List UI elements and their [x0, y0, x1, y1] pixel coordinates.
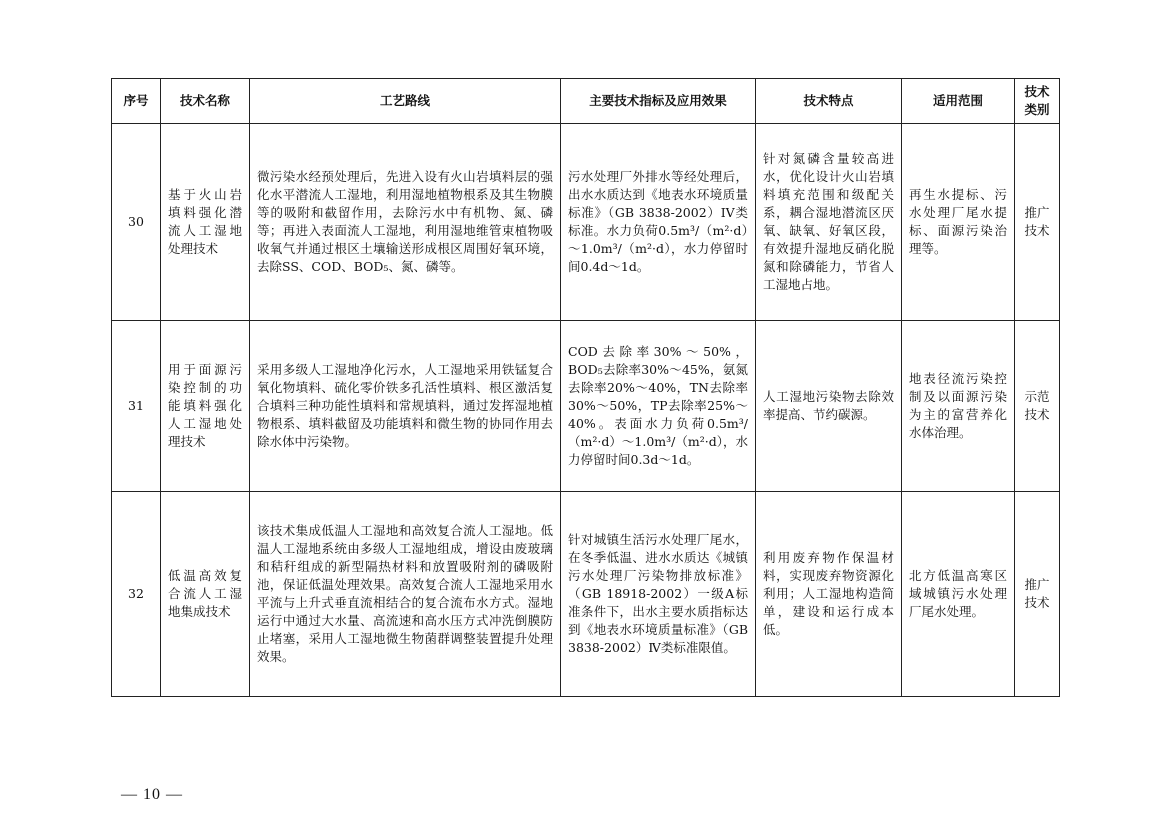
- header-scope: 适用范围: [902, 79, 1015, 124]
- row-features: 利用废弃物作保温材料，实现废弃物资源化利用；人工湿地构造简单，建设和运行成本低。: [756, 492, 902, 697]
- row-name: 用于面源污染控制的功能填料强化人工湿地处理技术: [161, 321, 250, 492]
- row-scope: 地表径流污染控制及以面源污染为主的富营养化水体治理。: [902, 321, 1015, 492]
- row-features: 针对氮磷含量较高进水，优化设计火山岩填料填充范围和级配关系，耦合湿地潜流区厌氧、缺氧、好氧区段，有效提升湿地反硝化脱氮和除磷能力，节省人工湿地占地。: [756, 124, 902, 321]
- row-category: 推广技术: [1015, 124, 1060, 321]
- table-header-row: [112, 79, 1060, 124]
- header-name: 技术名称: [161, 79, 250, 124]
- header-indicators: 主要技术指标及应用效果: [561, 79, 756, 124]
- row-scope: 再生水提标、污水处理厂尾水提标、面源污染治理等。: [902, 124, 1015, 321]
- row-indicators: 污水处理厂外排水等经处理后，出水水质达到《地表水环境质量标准》（GB 3838-2002）IV类标准。水力负荷0.5m³/（m²·d）～1.0m³/（m²·d），水力停留时间0.4d～1d。: [561, 124, 756, 321]
- header-route: 工艺路线: [250, 79, 561, 124]
- header-features: 技术特点: [756, 79, 902, 124]
- header-category: 技术类别: [1015, 79, 1060, 124]
- table-row: [112, 124, 1060, 321]
- row-no: 31: [112, 321, 161, 492]
- row-name: 基于火山岩填料强化潜流人工湿地处理技术: [161, 124, 250, 321]
- table-row: [112, 321, 1060, 492]
- technology-table: [111, 78, 1060, 697]
- row-route: 采用多级人工湿地净化污水，人工湿地采用铁锰复合氧化物填料、硫化零价铁多孔活性填料、根区激活复合填料三种功能性填料和常规填料，通过发挥湿地植物根系、填料截留及功能填料和微生物的协同作用去除水体中污染物。: [250, 321, 561, 492]
- row-indicators: 针对城镇生活污水处理厂尾水，在冬季低温、进水水质达《城镇污水处理厂污染物排放标准》（GB 18918-2002）一级A标准条件下，出水主要水质指标达到《地表水环境质量标准》（GB 3838-2002）Ⅳ类标准限值。: [561, 492, 756, 697]
- table-row: [112, 492, 1060, 697]
- row-indicators: COD去除率30%～50%，BOD₅去除率30%～45%，氨氮去除率20%～40%，TN去除率30%～50%，TP去除率25%～40%。表面水力负荷0.5m³/（m²·d）～1.0m³/（m²·d），水力停留时间0.3d～1d。: [561, 321, 756, 492]
- row-category: 示范技术: [1015, 321, 1060, 492]
- header-no: 序号: [112, 79, 161, 124]
- row-category: 推广技术: [1015, 492, 1060, 697]
- row-name: 低温高效复合流人工湿地集成技术: [161, 492, 250, 697]
- row-scope: 北方低温高寒区域城镇污水处理厂尾水处理。: [902, 492, 1015, 697]
- row-route: 该技术集成低温人工湿地和高效复合流人工湿地。低温人工湿地系统由多级人工湿地组成，增设由废玻璃和秸秆组成的新型隔热材料和放置吸附剂的磷吸附池，保证低温处理效果。高效复合流人工湿地采用水平流与上升式垂直流相结合的复合流布水方式。湿地运行中通过大水量、高流速和高水压方式冲洗倒膜防止堵塞，采用人工湿地微生物菌群调整装置提升处理效果。: [250, 492, 561, 697]
- row-features: 人工湿地污染物去除效率提高、节约碳源。: [756, 321, 902, 492]
- row-no: 30: [112, 124, 161, 321]
- page-number: — 10 —: [121, 786, 183, 803]
- row-route: 微污染水经预处理后，先进入设有火山岩填料层的强化水平潜流人工湿地，利用湿地植物根系及其生物膜等的吸附和截留作用，去除污水中有机物、氮、磷等；再进入表面流人工湿地，利用湿地维管束植物吸收氧气并通过根区土壤输送形成根区周围好氧环境，去除SS、COD、BOD₅、氮、磷等。: [250, 124, 561, 321]
- row-no: 32: [112, 492, 161, 697]
